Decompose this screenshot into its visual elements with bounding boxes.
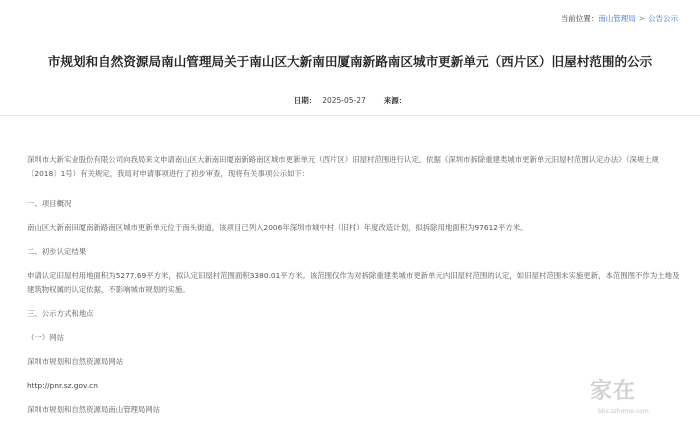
article-meta (0, 95, 700, 106)
date-value: 2025-05-27 (322, 96, 366, 105)
section-text-result: 申请认定旧屋村用地面积为5277.69平方米，拟认定旧屋村范围面积3380.01平方米。该范围仅作为对拆除重建类城市更新单元内旧屋村范围的认定，如旧屋村范围未实施更新，本范围图不作为土地及建筑物权属的认定依据，不影响城市规划的实施。 (27, 271, 680, 294)
site-url-bureau[interactable]: http://pnr.sz.gov.cn (27, 381, 98, 390)
breadcrumb-label: 当前位置： (560, 14, 599, 23)
source-label: 来源： (383, 96, 407, 105)
watermark-text: 家在 (590, 379, 637, 404)
section-heading-result: 二、初步认定结果 (27, 247, 87, 256)
watermark-subtext: bbs.szhome.com (598, 408, 649, 415)
intro-paragraph: 深圳市大新实业股份有限公司向我局来文申请南山区大新南田厦南新路南区城市更新单元（西片区）旧屋村范围进行认定，依据《深圳市拆除重建类城市更新单元旧屋村范围认定办法》（深规土规〔2018〕1号）有关规定，我局对申请事项进行了初步审查，现将有关事项公示如下： (27, 155, 659, 178)
section-heading-overview: 一、项目概况 (27, 199, 72, 208)
site-name-bureau: 深圳市规划和自然资源局网站 (27, 357, 124, 366)
breadcrumb-link-nanshan-bureau[interactable]: 南山管理局 (598, 14, 636, 23)
section-heading-publicity: 三、公示方式和地点 (27, 309, 94, 318)
breadcrumb-link-announcements[interactable]: 公告公示 (648, 14, 678, 23)
article-body (27, 153, 682, 417)
date-label: 日期： (293, 96, 317, 105)
header-divider (0, 115, 700, 116)
page-title: 市规划和自然资源局南山管理局关于南山区大新南田厦南新路南区城市更新单元（西片区）旧屋村范围的公示 (47, 54, 653, 69)
subsection-heading-website: （一）网站 (27, 333, 64, 342)
section-text-overview: 南山区大新南田厦南新路南区城市更新单元位于南头街道，该项目已列入2006年深圳市城中村（旧村）年度改造计划，拟拆除用地面积为97612平方米。 (27, 223, 528, 232)
breadcrumb (561, 13, 678, 24)
site-name-nanshan-bureau: 深圳市规划和自然资源局南山管理局网站 (27, 405, 161, 414)
breadcrumb-separator: > (638, 14, 645, 23)
